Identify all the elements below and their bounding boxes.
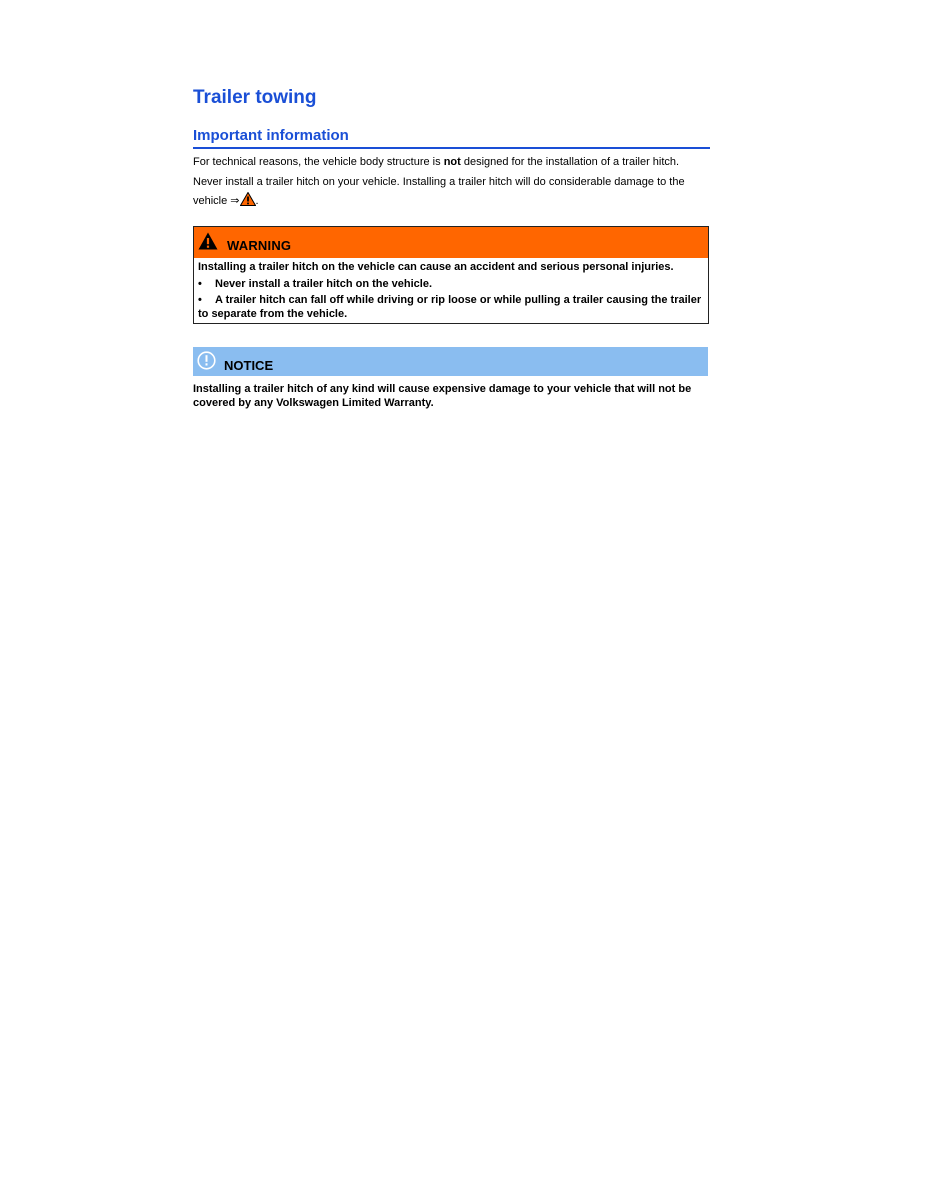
- list-item-text: Never install a trailer hitch on the vehicle.: [215, 277, 433, 290]
- warning-body: [194, 258, 708, 321]
- exclamation-circle-icon: [197, 351, 216, 370]
- section-heading: Important information: [193, 126, 710, 149]
- page-title: Trailer towing: [193, 87, 317, 108]
- body-text: [193, 153, 710, 212]
- bullet-icon: •: [198, 277, 202, 290]
- paragraph-end: .: [255, 195, 259, 207]
- warning-triangle-icon: [198, 232, 218, 250]
- notice-body: Installing a trailer hitch of any kind will cause expensive damage to your vehicle that will not be covered by any Volkswagen Limited Warranty.: [193, 383, 692, 409]
- warning-header: [194, 227, 708, 258]
- paragraph-text-after: designed for the installation of a trailer hitch.: [460, 156, 680, 168]
- warning-list: [198, 278, 704, 322]
- paragraph-never-install: [193, 173, 710, 212]
- warning-triangle-icon[interactable]: [240, 192, 256, 206]
- list-item: [198, 278, 704, 292]
- notice-header: [193, 347, 708, 376]
- paragraph-text: Never install a trailer hitch on your vehicle. Installing a trailer hitch will do considerable damage to the vehicle ⇒: [193, 175, 685, 207]
- warning-label: WARNING: [227, 238, 292, 253]
- list-item: [198, 294, 704, 321]
- emphasis-not: not: [443, 156, 461, 168]
- paragraph-technical-reasons: [193, 153, 710, 173]
- notice-label: NOTICE: [224, 358, 274, 373]
- list-item-text: A trailer hitch can fall off while driving or rip loose or while pulling a trailer causing the trailer to separate from the vehicle.: [198, 294, 702, 320]
- warning-box: [193, 226, 709, 324]
- paragraph-text-before: For technical reasons, the vehicle body structure is: [193, 156, 444, 168]
- bullet-icon: •: [198, 294, 202, 306]
- warning-lead: Installing a trailer hitch on the vehicle can cause an accident and serious personal injuries.: [198, 261, 674, 273]
